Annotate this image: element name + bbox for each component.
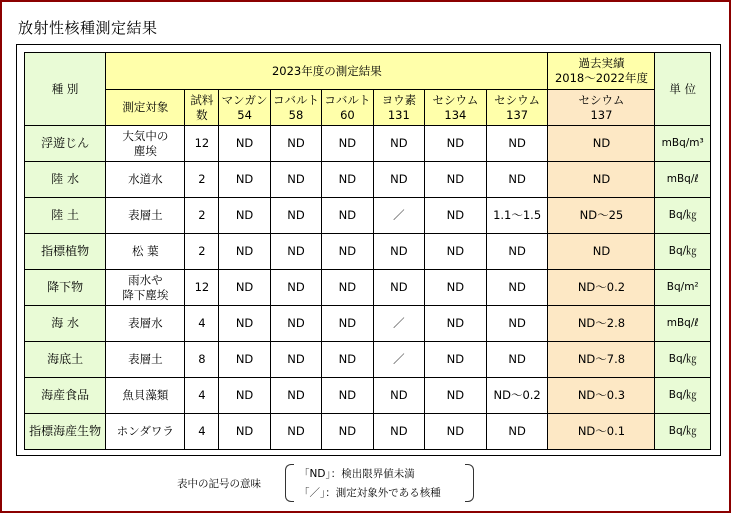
row-value: ／ xyxy=(373,198,424,234)
row-target-line: 水道水 xyxy=(128,172,163,186)
row-value: ND xyxy=(219,306,270,342)
row-value: ND xyxy=(322,162,373,198)
table-row xyxy=(25,198,711,234)
table-row xyxy=(25,414,711,450)
row-value: ND xyxy=(425,342,487,378)
row-target xyxy=(106,126,185,162)
row-target-line: 松 葉 xyxy=(132,244,159,258)
row-kind: 陸 土 xyxy=(25,198,106,234)
header-unit: 単 位 xyxy=(655,53,711,126)
row-past-value: ND〜2.8 xyxy=(548,306,655,342)
header-nuclide-mass: 54 xyxy=(237,107,252,122)
row-unit: mBq/ℓ xyxy=(655,162,711,198)
header-past-nuclide xyxy=(548,90,655,126)
row-past-value: ND〜0.2 xyxy=(548,270,655,306)
row-target xyxy=(106,162,185,198)
row-unit: mBq/ℓ xyxy=(655,306,711,342)
row-kind: 降下物 xyxy=(25,270,106,306)
row-value: ND xyxy=(322,342,373,378)
row-value: ND xyxy=(486,126,548,162)
legend-label: 表中の記号の意味 xyxy=(177,478,261,490)
row-sample-count: 2 xyxy=(185,234,219,270)
row-target xyxy=(106,270,185,306)
row-value: ND xyxy=(486,234,548,270)
row-value: ND xyxy=(322,306,373,342)
row-value: ND xyxy=(425,414,487,450)
row-past-value: ND xyxy=(548,234,655,270)
page-title: 放射性核種測定結果 xyxy=(18,19,158,37)
header-past-line2: 2018〜2022年度 xyxy=(554,71,648,85)
row-value: ND xyxy=(322,270,373,306)
row-value: ND xyxy=(322,126,373,162)
row-unit: Bq/m² xyxy=(655,270,711,306)
row-value: ND xyxy=(425,270,487,306)
row-kind: 海産食品 xyxy=(25,378,106,414)
header-nuclide xyxy=(486,90,548,126)
row-target-line: 塵埃 xyxy=(133,143,157,158)
row-value: ND xyxy=(486,414,548,450)
header-nuclide-mass: 131 xyxy=(387,107,410,122)
table-row xyxy=(25,234,711,270)
row-target xyxy=(106,378,185,414)
row-unit: Bq/㎏ xyxy=(655,198,711,234)
header-nuclide-name: コバルト xyxy=(272,92,319,107)
row-sample-count: 2 xyxy=(185,162,219,198)
row-sample-count: 2 xyxy=(185,198,219,234)
row-sample-count: 8 xyxy=(185,342,219,378)
table-row xyxy=(25,342,711,378)
row-value: ND xyxy=(486,342,548,378)
header-year: 2023年度の測定結果 xyxy=(106,53,548,90)
header-count-line2: 数 xyxy=(196,107,208,122)
table-row xyxy=(25,306,711,342)
row-value: ND xyxy=(425,162,487,198)
row-value: ND xyxy=(322,378,373,414)
results-table xyxy=(24,52,711,450)
row-sample-count: 4 xyxy=(185,306,219,342)
row-target-line: 表層土 xyxy=(128,208,163,222)
row-value: ND xyxy=(373,378,424,414)
row-value: ND xyxy=(270,270,321,306)
results-panel xyxy=(16,44,721,456)
row-value: ND xyxy=(425,234,487,270)
header-nuclide-mass: 58 xyxy=(288,107,304,122)
header-nuclide-mass: 137 xyxy=(506,107,529,122)
row-target xyxy=(106,306,185,342)
row-past-value: ND〜7.8 xyxy=(548,342,655,378)
row-value: ND xyxy=(219,342,270,378)
row-kind: 指標植物 xyxy=(25,234,106,270)
header-past-line1: 過去実績 xyxy=(578,56,625,70)
row-value: ND xyxy=(425,306,487,342)
header-nuclide-mass: 60 xyxy=(340,107,355,122)
row-value: ND xyxy=(270,126,321,162)
header-count-line1: 試料 xyxy=(190,92,214,107)
row-value: ND xyxy=(270,162,321,198)
legend-bracket-right xyxy=(465,464,474,502)
header-nuclide xyxy=(425,90,487,126)
row-kind: 指標海産生物 xyxy=(25,414,106,450)
row-value: ND xyxy=(322,414,373,450)
row-target xyxy=(106,342,185,378)
header-nuclide xyxy=(373,90,424,126)
row-past-value: ND xyxy=(548,162,655,198)
row-unit: mBq/m³ xyxy=(655,126,711,162)
row-value: ND xyxy=(219,414,270,450)
row-value: ND xyxy=(373,414,424,450)
row-unit: Bq/㎏ xyxy=(655,414,711,450)
row-value: ND xyxy=(425,378,487,414)
legend xyxy=(2,460,731,508)
row-past-value: ND〜0.3 xyxy=(548,378,655,414)
row-value: ／ xyxy=(373,306,424,342)
table-row xyxy=(25,270,711,306)
row-value: ND xyxy=(322,234,373,270)
row-value: ／ xyxy=(373,342,424,378)
header-past-nuclide-b: 137 xyxy=(590,107,613,122)
legend-slash: 「／」：測定対象外である核種 xyxy=(299,487,441,499)
row-target-line: 魚貝藻類 xyxy=(122,388,169,402)
row-unit: Bq/㎏ xyxy=(655,378,711,414)
row-target-line: 表層土 xyxy=(128,352,163,366)
row-value: ND xyxy=(486,270,548,306)
row-unit: Bq/㎏ xyxy=(655,234,711,270)
row-value: ND xyxy=(219,270,270,306)
row-value: ND xyxy=(373,234,424,270)
row-value: ND xyxy=(270,378,321,414)
table-row xyxy=(25,378,711,414)
row-value: ND xyxy=(219,126,270,162)
row-sample-count: 12 xyxy=(185,270,219,306)
header-count xyxy=(185,90,219,126)
row-value: ND xyxy=(425,198,487,234)
row-value: ND xyxy=(219,378,270,414)
header-nuclide xyxy=(219,90,270,126)
row-kind: 海底土 xyxy=(25,342,106,378)
row-unit: Bq/㎏ xyxy=(655,342,711,378)
row-value: ND xyxy=(219,198,270,234)
results-body xyxy=(25,126,711,450)
row-value: ND xyxy=(219,234,270,270)
header-nuclide xyxy=(270,90,321,126)
legend-nd: 「ND」：検出限界値未満 xyxy=(299,468,415,480)
header-nuclide-name: マンガン xyxy=(221,92,268,107)
header-nuclide-name: ヨウ素 xyxy=(381,92,417,107)
legend-bracket-left xyxy=(285,464,294,502)
row-value: ND xyxy=(270,306,321,342)
row-target-line: 降下塵埃 xyxy=(122,287,169,302)
row-value: ND xyxy=(486,162,548,198)
header-past-nuclide-a: セシウム xyxy=(578,92,625,107)
table-row xyxy=(25,162,711,198)
row-value: ND xyxy=(270,234,321,270)
row-value: ND xyxy=(270,198,321,234)
header-target: 測定対象 xyxy=(106,90,185,126)
row-value: ND xyxy=(425,126,487,162)
row-sample-count: 4 xyxy=(185,414,219,450)
row-value: ND xyxy=(373,270,424,306)
header-nuclide xyxy=(322,90,373,126)
row-value: ND xyxy=(322,198,373,234)
row-value: ND xyxy=(219,162,270,198)
header-nuclide-name: セシウム xyxy=(494,92,541,107)
header-past xyxy=(548,53,655,90)
header-nuclide-mass: 134 xyxy=(444,107,467,122)
row-target-line: 大気中の xyxy=(122,128,169,143)
row-value: ND xyxy=(373,126,424,162)
row-target-line: ホンダワラ xyxy=(116,424,174,438)
row-value: ND xyxy=(486,306,548,342)
row-value: ND xyxy=(270,414,321,450)
row-target xyxy=(106,234,185,270)
row-sample-count: 4 xyxy=(185,378,219,414)
row-target xyxy=(106,414,185,450)
row-value: ND〜0.2 xyxy=(486,378,548,414)
row-kind: 海 水 xyxy=(25,306,106,342)
row-past-value: ND〜0.1 xyxy=(548,414,655,450)
row-target xyxy=(106,198,185,234)
table-row xyxy=(25,126,711,162)
row-value: ND xyxy=(270,342,321,378)
row-target-line: 雨水や xyxy=(128,272,163,287)
row-kind: 浮遊じん xyxy=(25,126,106,162)
row-target-line: 表層水 xyxy=(128,316,163,330)
header-kind: 種 別 xyxy=(25,53,106,126)
row-past-value: ND〜25 xyxy=(548,198,655,234)
row-value: ND xyxy=(373,162,424,198)
row-sample-count: 12 xyxy=(185,126,219,162)
header-nuclide-name: コバルト xyxy=(324,92,371,107)
row-kind: 陸 水 xyxy=(25,162,106,198)
row-value: 1.1〜1.5 xyxy=(486,198,548,234)
header-nuclide-name: セシウム xyxy=(432,92,479,107)
row-past-value: ND xyxy=(548,126,655,162)
